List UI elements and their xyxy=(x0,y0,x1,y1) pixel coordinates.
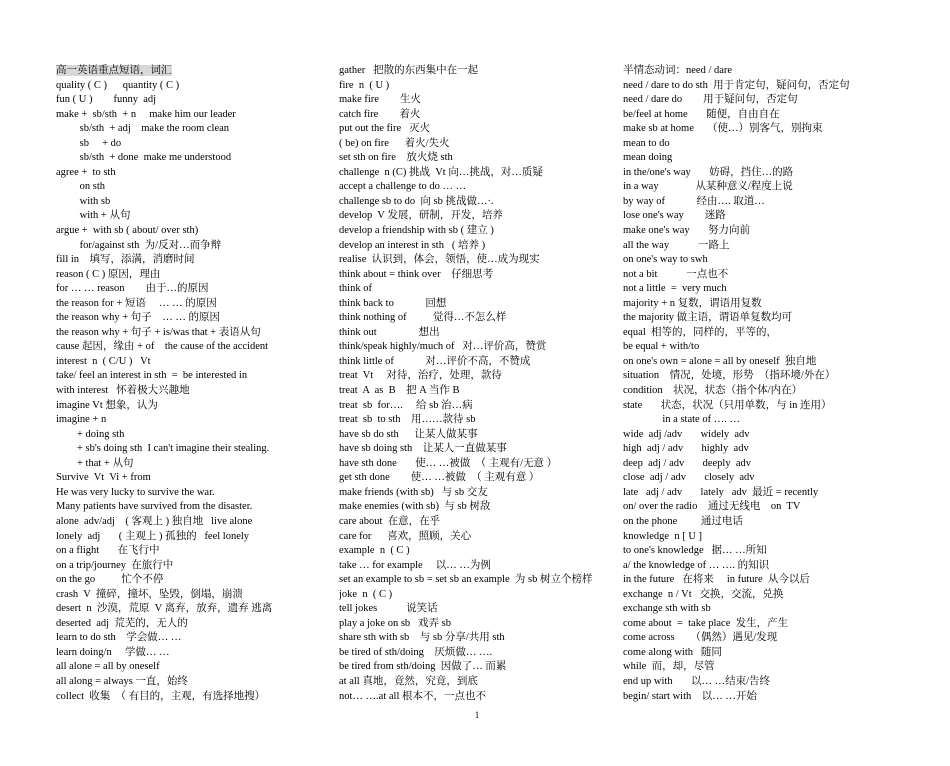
vocab-line: collect 收集 （ 有目的，主观，有选择地搜） xyxy=(56,690,266,702)
vocab-line: develop an interest in sth ( 培养 ) xyxy=(339,239,486,251)
vocab-line: majority + n 复数，谓语用复数 xyxy=(623,297,762,309)
vocab-line: take … for example 以… …为例 xyxy=(339,559,491,571)
vocab-line: not a bit 一点也不 xyxy=(623,268,729,280)
vocab-line: wide adj /adv widely adv xyxy=(623,428,750,440)
vocab-line: at all 真地，竟然，究竟，到底 xyxy=(339,675,478,687)
vocab-line: imagine Vt 想象，认为 xyxy=(56,399,158,411)
vocab-line: be equal + with/to xyxy=(623,341,700,353)
vocab-line: late adj / adv lately adv 最近 = recently xyxy=(623,486,819,498)
vocab-line: in a state of …. … xyxy=(623,414,740,426)
vocab-line: realise 认识到，体会，领悟，使…成为现实 xyxy=(339,254,540,266)
vocab-line: quality ( C ) quantity ( C ) xyxy=(56,79,180,91)
vocab-line: not a little = very much xyxy=(623,283,727,295)
vocab-line: deep adj / adv deeply adv xyxy=(623,457,751,469)
vocab-line: fun ( U ) funny adj xyxy=(56,94,157,106)
vocab-line: think of xyxy=(339,283,372,295)
vocab-line: make fire 生火 xyxy=(339,94,421,106)
vocab-line: lose one's way 迷路 xyxy=(623,210,726,222)
vocab-line: think about = think over 仔细思考 xyxy=(339,268,494,280)
vocab-line: the reason why + 句子 + is/was that + 表语从句 xyxy=(56,326,261,338)
vocab-line: tell jokes 说笑话 xyxy=(339,603,438,615)
vocab-line: + doing sth xyxy=(56,428,125,440)
vocab-line: fill in 填写，添满，消磨时间 xyxy=(56,254,195,266)
vocab-line: in the/one's way 妨碍，挡住…的路 xyxy=(623,166,794,178)
vocab-line: learn doing/n 学做… … xyxy=(56,646,170,658)
vocab-line: in the future 在将来 in future 从今以后 xyxy=(623,574,810,586)
vocab-line: the reason for + 短语 … … 的原因 xyxy=(56,297,217,309)
vocab-line: make enemies (with sb) 与 sb 树敌 xyxy=(339,501,491,513)
vocab-line: make + sb/sth + n make him our leader xyxy=(56,108,236,120)
vocab-line: think back to 回想 xyxy=(339,297,447,309)
page-number: 1 xyxy=(474,710,480,720)
vocab-line: for … … reason 由于…的原因 xyxy=(56,283,209,295)
vocab-line: deserted adj 荒芜的，无人的 xyxy=(56,617,188,629)
vocab-line: sb/sth + adj make the room clean xyxy=(56,123,230,135)
left-column xyxy=(56,64,342,704)
vocab-line: 半情态动词：need / dare xyxy=(623,65,733,76)
vocab-line: Many patients have survived from the disaster. xyxy=(56,501,253,513)
vocab-line: put out the fire 灭火 xyxy=(339,123,430,135)
vocab-line: develop a friendship with sb ( 建立 ) xyxy=(339,225,494,237)
vocab-line: with sb xyxy=(56,195,111,207)
vocab-line: all the way 一路上 xyxy=(623,239,730,251)
vocab-line: care for 喜欢，照顾，关心 xyxy=(339,530,472,542)
vocab-line: all along = always 一直，始终 xyxy=(56,675,188,687)
vocab-line: ( be) on fire 着火/失火 xyxy=(339,137,450,149)
vocab-line: sb/sth + done make me understood xyxy=(56,152,232,164)
right-column xyxy=(623,64,903,704)
vocab-line: get sth done 使… …被做 （ 主观有意 ） xyxy=(339,472,540,484)
vocab-line: have sb doing sth 让某人一直做某事 xyxy=(339,443,507,455)
vocab-line: desert n 沙漠，荒原 V 离弃，放弃，遗弃 逃离 xyxy=(56,603,273,615)
vocab-line: be/feel at home 随便，自由自在 xyxy=(623,108,780,120)
vocab-line: knowledge n [ U ] xyxy=(623,530,703,542)
vocab-line: think little of 对…评价不高，不赞成 xyxy=(339,355,531,367)
vocab-line: to one's knowledge 据… …所知 xyxy=(623,545,767,557)
vocab-line: in a way 从某种意义/程度上说 xyxy=(623,181,793,193)
vocab-line: come along with 随同 xyxy=(623,646,722,658)
vocab-line: condition 状况，状态（指个体/内在） xyxy=(623,385,803,397)
vocab-line: argue + with sb ( about/ over sth) xyxy=(56,225,199,237)
vocab-line: with + 从句 xyxy=(56,210,131,222)
vocab-line: high adj / adv highly adv xyxy=(623,443,749,455)
vocab-line: for/against sth 为/反对…而争辩 xyxy=(56,239,222,251)
vocab-line: make one's way 努力向前 xyxy=(623,225,750,237)
vocab-line: interest n ( C/U ) Vt xyxy=(56,355,151,367)
vocab-line: state 状态，状况（只用单数，与 in 连用） xyxy=(623,399,832,411)
vocab-line: not… ….at all 根本不，一点也不 xyxy=(339,690,486,702)
vocab-line: the majority 做主语，谓语单复数均可 xyxy=(623,312,793,324)
vocab-line: imagine + n xyxy=(56,414,107,426)
vocab-line: by way of 经由…. 取道… xyxy=(623,195,765,207)
vocab-line: challenge sb to do 向 sb 挑战做…·. xyxy=(339,195,494,207)
vocab-line: example n ( C ) xyxy=(339,545,410,557)
vocab-line: crash V 撞碎，撞坏，坠毁，倒塌，崩溃 xyxy=(56,588,243,600)
vocab-line: play a joke on sb 戏弄 sb xyxy=(339,617,451,629)
vocab-line: on one's own = alone = all by oneself 独自地 xyxy=(623,355,817,367)
vocab-line: all alone = all by oneself xyxy=(56,661,160,673)
vocab-line: accept a challenge to do … … xyxy=(339,181,467,193)
vocab-line: Survive Vt Vi + from xyxy=(56,472,151,484)
vocab-line: fire n ( U ) xyxy=(339,79,390,91)
vocab-line: make friends (with sb) 与 sb 交友 xyxy=(339,486,488,498)
vocab-line: come about = take place 发生，产生 xyxy=(623,617,789,629)
vocab-line: make sb at home （使…）别客气，别拘束 xyxy=(623,123,823,135)
vocab-line: end up with 以… …结束/告终 xyxy=(623,675,770,687)
vocab-line: alone adv/adj ( 客观上 ) 独自地 live alone xyxy=(56,515,253,527)
vocab-line: think/speak highly/much of 对…评价高，赞赏 xyxy=(339,341,547,353)
vocab-line: on sth xyxy=(56,181,106,193)
vocab-line: catch fire 着火 xyxy=(339,108,421,120)
vocab-line: lonely adj ( 主观上 ) 孤独的 feel lonely xyxy=(56,530,250,542)
vocab-line: + sb's doing sth I can't imagine their stealing. xyxy=(56,443,270,455)
middle-column xyxy=(339,64,625,704)
vocab-line: set an example to sb = set sb an example 为 sb 树立个榜样 xyxy=(339,574,593,586)
vocab-line: treat A as B 把 A 当作 B xyxy=(339,385,460,397)
vocab-line: develop V 发展，研制，开发，培养 xyxy=(339,210,503,222)
vocab-line: close adj / adv closely adv xyxy=(623,472,755,484)
vocab-line: with interest 怀着极大兴趣地 xyxy=(56,385,190,397)
vocab-line: on the phone 通过电话 xyxy=(623,515,743,527)
vocab-line: take/ feel an interest in sth = be interested in xyxy=(56,370,248,382)
vocab-line: joke n ( C ) xyxy=(339,588,393,600)
vocab-line: on the go 忙个不停 xyxy=(56,574,164,586)
vocab-line: care about 在意，在乎 xyxy=(339,515,441,527)
vocab-line: on/ over the radio 通过无线电 on TV xyxy=(623,501,801,513)
vocab-line: think out 想出 xyxy=(339,326,440,338)
vocab-line: on a trip/journey 在旅行中 xyxy=(56,559,174,571)
vocab-line: treat sb for…. 给 sb 治…病 xyxy=(339,399,473,411)
document-title xyxy=(56,64,342,79)
vocab-line: on a flight 在飞行中 xyxy=(56,545,160,557)
vocab-line: set sth on fire 放火烧 sth xyxy=(339,152,453,164)
vocab-line: be tired of sth/doing 厌烦做… …. xyxy=(339,646,493,658)
document-title-text: 高一英语重点短语，词汇 xyxy=(56,65,172,76)
vocab-line: He was very lucky to survive the war. xyxy=(56,486,215,498)
vocab-line: reason ( C ) 原因，理由 xyxy=(56,268,161,280)
vocab-line: need / dare to do sth 用于肯定句，疑问句，否定句 xyxy=(623,79,850,91)
vocab-line: sb + do xyxy=(56,137,122,149)
vocab-line: a/ the knowledge of … …. 的知识 xyxy=(623,559,770,571)
vocab-line: + that + 从句 xyxy=(56,457,134,469)
vocab-line: think nothing of 觉得…不怎么样 xyxy=(339,312,507,324)
vocab-line: on one's way to swh xyxy=(623,254,708,266)
vocab-line: need / dare do 用于疑问句，否定句 xyxy=(623,94,798,106)
vocab-line: learn to do sth 学会做… … xyxy=(56,632,182,644)
vocab-line: share sth with sb 与 sb 分享/共用 sth xyxy=(339,632,505,644)
vocab-line: cause 起因，缘由 + of the cause of the accident xyxy=(56,341,269,353)
vocab-line: exchange sth with sb xyxy=(623,603,711,615)
vocab-line: agree + to sth xyxy=(56,166,116,178)
vocab-line: gather 把散的东西集中在一起 xyxy=(339,65,479,76)
vocab-line: be tired from sth/doing 因做了… 而累 xyxy=(339,661,507,673)
vocab-line: have sth done 使… …被做 （ 主观有/无意 ） xyxy=(339,457,558,469)
vocab-line: mean to do xyxy=(623,137,670,149)
vocab-line: begin/ start with 以… …开始 xyxy=(623,690,757,702)
vocab-line: the reason why + 句子 … … 的原因 xyxy=(56,312,220,324)
vocab-line: treat Vt 对待，治疗，处理，款待 xyxy=(339,370,502,382)
vocab-line: situation 情况，处境，形势 （指环境/外在） xyxy=(623,370,836,382)
vocab-line: mean doing xyxy=(623,152,673,164)
vocab-line: treat sb to sth 用……款待 sb xyxy=(339,414,476,426)
vocab-line: exchange n / Vt 交换，交流，兑换 xyxy=(623,588,784,600)
vocab-line: come across （偶然）遇见/发现 xyxy=(623,632,778,644)
vocab-line: while 而，却，尽管 xyxy=(623,661,715,673)
vocab-line: challenge n (C) 挑战 Vt 向…挑战，对…质疑 xyxy=(339,166,543,178)
vocab-line: equal 相等的，同样的，平等的， xyxy=(623,326,777,338)
vocab-line: have sb do sth 让某人做某事 xyxy=(339,428,478,440)
